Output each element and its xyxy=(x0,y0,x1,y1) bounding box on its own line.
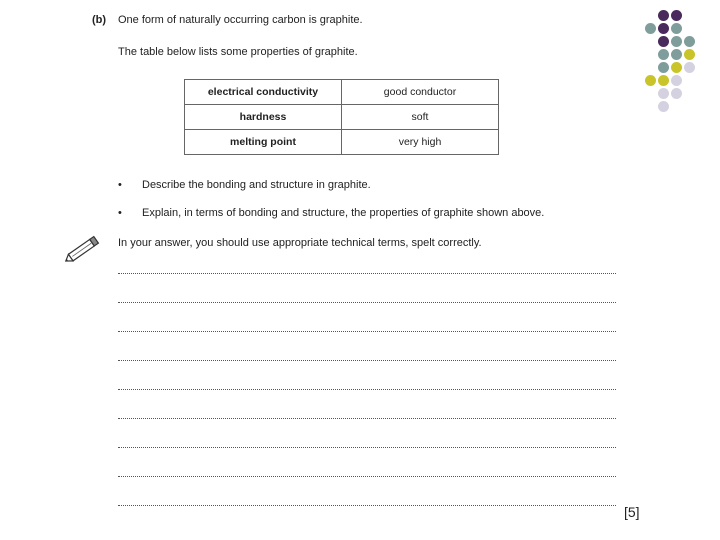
deco-dot xyxy=(658,75,669,86)
deco-dot xyxy=(658,62,669,73)
answer-line[interactable] xyxy=(118,447,616,448)
deco-dot xyxy=(658,36,669,47)
deco-dot xyxy=(658,23,669,34)
deco-dot xyxy=(684,36,695,47)
deco-dot xyxy=(658,49,669,60)
answer-line[interactable] xyxy=(118,418,616,419)
table-row xyxy=(185,80,499,105)
property-value: good conductor xyxy=(342,80,499,105)
question-label: (b) xyxy=(92,14,107,26)
answer-line[interactable] xyxy=(118,389,616,390)
deco-dot xyxy=(684,62,695,73)
deco-dot xyxy=(645,75,656,86)
answer-line[interactable] xyxy=(118,476,616,477)
deco-dot xyxy=(658,88,669,99)
deco-dot xyxy=(658,101,669,112)
table-row xyxy=(185,105,499,130)
bullet-describe xyxy=(118,179,638,195)
property-value: soft xyxy=(342,105,499,130)
bullet-marker: • xyxy=(118,207,122,219)
answer-line[interactable] xyxy=(118,360,616,361)
answer-line[interactable] xyxy=(118,505,616,506)
bullet-text: Explain, in terms of bonding and structure, the properties of graphite shown above. xyxy=(142,207,545,219)
answer-line[interactable] xyxy=(118,302,616,303)
deco-dot xyxy=(671,10,682,21)
property-value: very high xyxy=(342,130,499,155)
table-row xyxy=(185,130,499,155)
answer-line[interactable] xyxy=(118,331,616,332)
deco-dot xyxy=(684,49,695,60)
bullet-text: Describe the bonding and structure in graphite. xyxy=(142,179,371,191)
quality-instruction: In your answer, you should use appropriate technical terms, spelt correctly. xyxy=(118,237,482,249)
marks-label: [5] xyxy=(624,504,640,520)
deco-dot xyxy=(671,62,682,73)
deco-dot xyxy=(671,36,682,47)
pencil-icon xyxy=(62,232,104,271)
deco-dot xyxy=(658,10,669,21)
deco-dot xyxy=(671,75,682,86)
property-name: electrical conductivity xyxy=(185,80,342,105)
bullet-explain xyxy=(118,207,638,223)
property-name: hardness xyxy=(185,105,342,130)
question-text: One form of naturally occurring carbon is graphite. xyxy=(118,14,363,26)
deco-dot xyxy=(645,23,656,34)
deco-dot xyxy=(671,23,682,34)
deco-dot xyxy=(671,49,682,60)
properties-table xyxy=(184,79,499,155)
deco-dot xyxy=(671,88,682,99)
decorative-dot-grid xyxy=(640,6,720,116)
property-name: melting point xyxy=(185,130,342,155)
answer-line[interactable] xyxy=(118,273,616,274)
bullet-marker: • xyxy=(118,179,122,191)
table-intro: The table below lists some properties of graphite. xyxy=(118,46,358,58)
